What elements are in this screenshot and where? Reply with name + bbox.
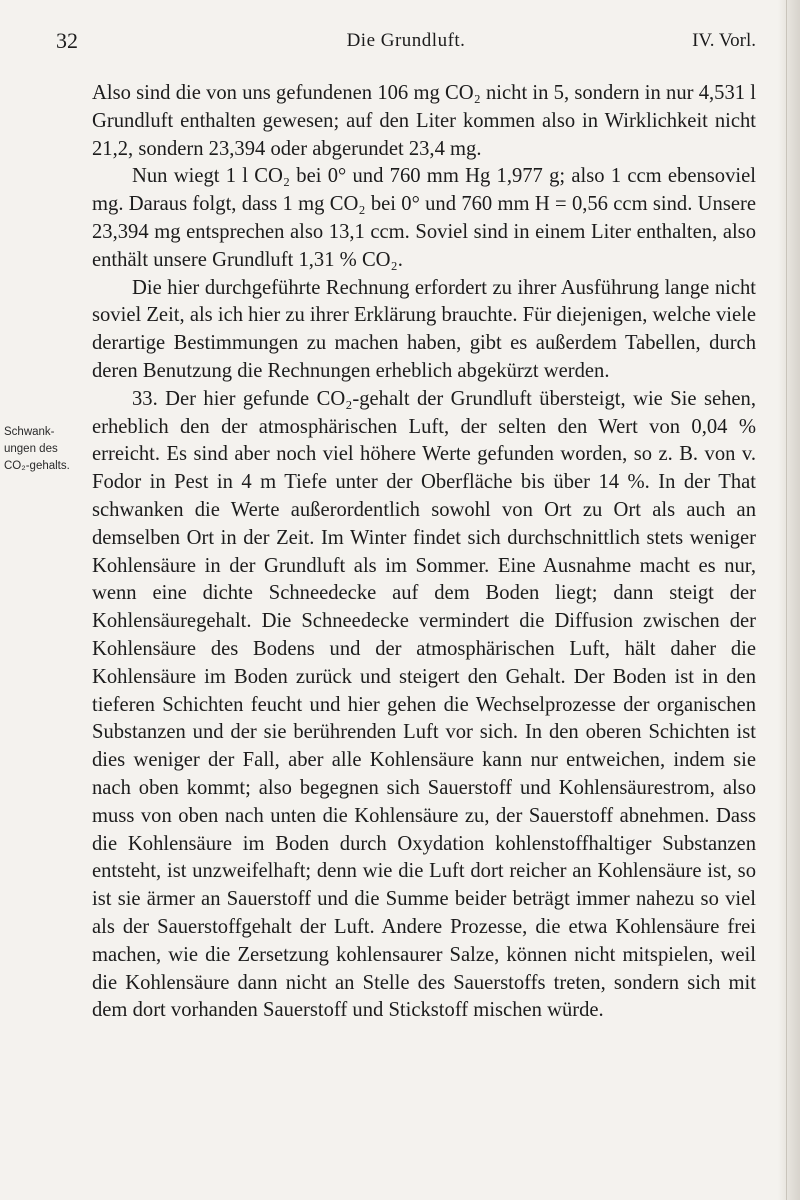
paragraph: Nun wiegt 1 l CO₂ bei 0° und 760 mm Hg 1,977 g; also 1 ccm ebensoviel mg. Daraus folgt, dass 1 mg CO₂ bei 0° und 760 mm H = 0,56 ccm sind. Unsere 23,394 mg entsprechen also 13,1 ccm. Soviel sind in einem Liter enthalten, also enthält unsere Grundluft 1,31 % CO₂. <box>92 165 756 271</box>
paragraph-section-33: 33. Der hier gefunde CO₂-gehalt der Grundluft übersteigt, wie Sie sehen, erheblich den der atmosphärischen Luft, der selten den Wert von 0,04 % erreicht. Es sind aber noch viel höhere Werte gefunden worden, so z. B. von v. Fodor in Pest in 4 m Tiefe unter der Oberfläche bis über 14 %. In der That schwanken die Werte außerordentlich sowohl von Ort zu Ort als auch an demselben Ort in der Zeit. Im Winter findet sich durchschnittlich stets weniger Kohlensäure in der Grundluft als im Sommer. Eine Ausnahme macht es nur, wenn eine dichte Schneedecke auf dem Boden liegt; dann steigt der Kohlensäuregehalt. Die Schneedecke vermindert die Diffusion zwischen der Kohlensäure des Bodens und der atmosphärischen Luft, hält daher die Kohlensäure im Boden zurück und steigert den Gehalt. Der Boden ist in den tieferen Schichten feucht und hier gehen die Wechselprozesse der organischen Substanzen und der sie berührenden Luft vor sich. In den oberen Schichten ist dies weniger der Fall, aber alle Kohlensäure kann nur entweichen, indem sie nach oben kommt; also begegnen sich Sauerstoff und Kohlensäurestrom, also muss von oben nach unten die Kohlensäure zu, der Sauerstoff abnehmen. Dass die Kohlensäure im Boden durch Oxydation kohlenstoffhaltiger Substanzen entsteht, ist unzweifelhaft; denn wie die Luft dort reicher an Kohlensäure ist, so ist sie ärmer an Sauerstoff und die Summe beider beträgt immer nahezu so viel als der Sauerstoffgehalt der Luft. Andere Prozesse, die etwa Kohlensäure frei machen, wie die Zersetzung kohlensaurer Salze, können nicht mitspielen, weil die Kohlensäure dann nicht an Stelle des Sauerstoffs treten, sondern sich mit dem dort vorhanden Sauerstoff und Stickstoff mischen würde. <box>92 387 756 1022</box>
marginal-note-line: Schwank- <box>4 426 55 438</box>
paragraph: Also sind die von uns gefundenen 106 mg CO₂ nicht in 5, sondern in nur 4,531 l Grundluft enthalten gewesen; auf den Liter kommen also in Wirklichkeit nicht 21,2, sondern 23,394 oder abgerundet 23,4 mg. <box>92 82 756 160</box>
running-title: Die Grundluft. <box>346 30 466 51</box>
running-section: IV. Vorl. <box>692 30 756 51</box>
marginal-note-line: CO₂-gehalts. <box>4 460 70 472</box>
running-header <box>56 28 756 62</box>
page-edge-shadow <box>778 0 800 1200</box>
body-text <box>92 80 756 1025</box>
page-number: 32 <box>56 28 78 53</box>
paragraph: Die hier durchgeführte Rechnung erfordert zu ihrer Ausführung lange nicht soviel Zeit, als ich hier zu ihrer Erklärung brauchte. Für diejenigen, welche viele derartige Bestimmungen zu machen haben, gibt es außerdem Tabellen, durch deren Benutzung die Rechnungen erheblich abgekürzt werden. <box>92 276 756 382</box>
marginal-note-line: ungen des <box>4 443 58 455</box>
marginal-note <box>4 424 90 475</box>
